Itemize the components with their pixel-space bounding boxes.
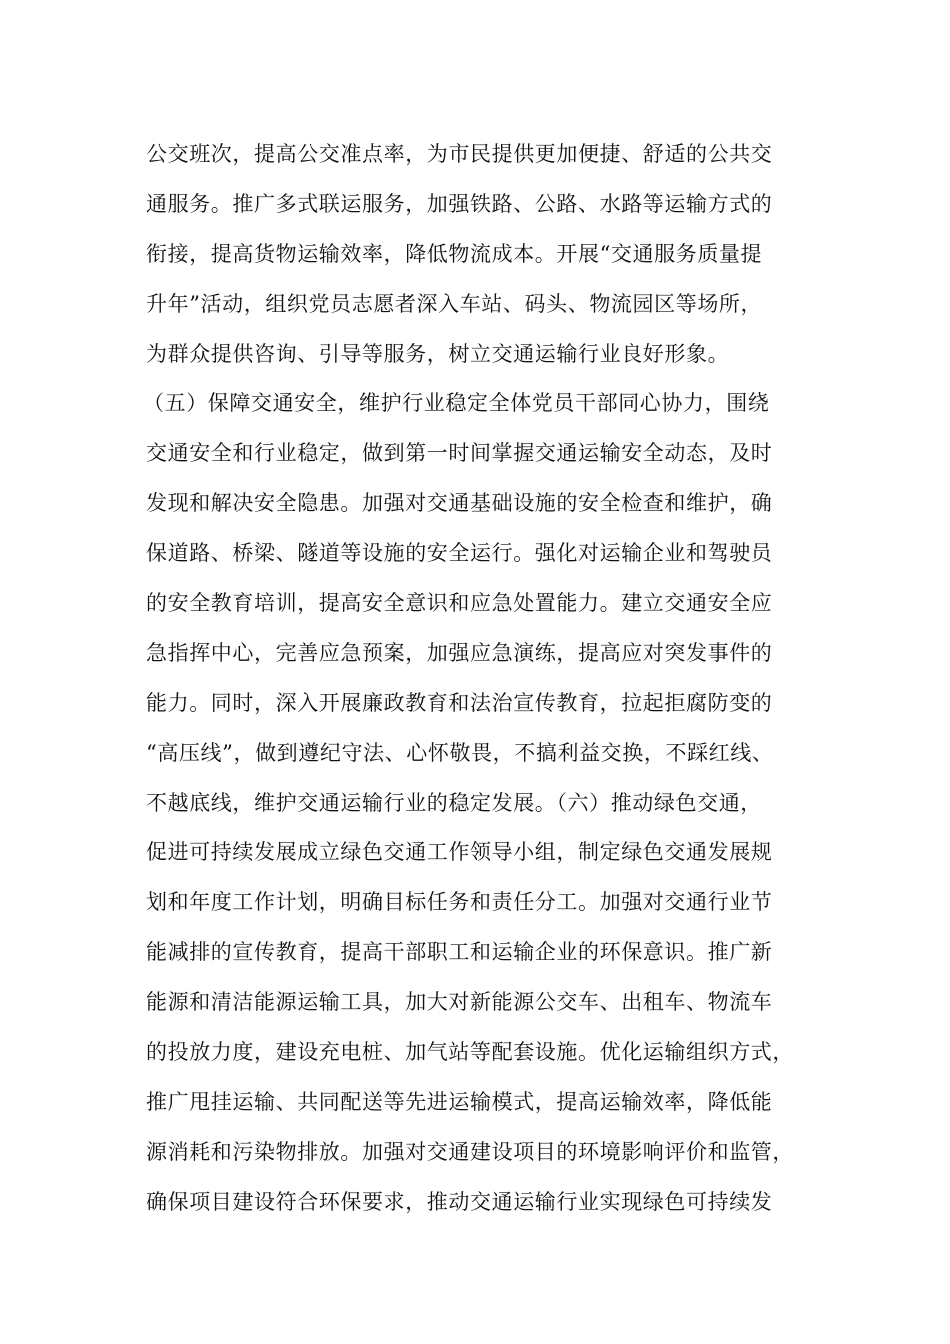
text-line: 不越底线，维护交通运输行业的稳定发展。（六）推动绿色交通， <box>146 790 762 815</box>
text-line: “高压线”，做到遵纪守法、心怀敬畏，不搞利益交换，不踩红线、 <box>146 740 774 765</box>
text-line: 的投放力度，建设充电桩、加气站等配套设施。优化运输组织方式， <box>146 1040 794 1065</box>
text-line: 交通安全和行业稳定，做到第一时间掌握交通运输安全动态，及时 <box>146 441 773 466</box>
text-line: 促进可持续发展成立绿色交通工作领导小组，制定绿色交通发展规 <box>146 840 773 865</box>
text-line: 划和年度工作计划，明确目标任务和责任分工。加强对交通行业节 <box>146 890 773 915</box>
text-line: 衔接，提高货物运输效率，降低物流成本。开展“交通服务质量提 <box>146 241 763 266</box>
text-line: 公交班次，提高公交准点率，为市民提供更加便捷、舒适的公共交 <box>146 142 773 166</box>
text-line: 保道路、桥梁、隧道等设施的安全运行。强化对运输企业和驾驶员 <box>146 541 773 566</box>
text-line: 能源和清洁能源运输工具，加大对新能源公交车、出租车、物流车 <box>146 990 773 1015</box>
text-line: 升年”活动，组织党员志愿者深入车站、码头、物流园区等场所， <box>146 291 763 316</box>
text-line: 通服务。推广多式联运服务，加强铁路、公路、水路等运输方式的 <box>146 191 773 216</box>
text-line: 为群众提供咨询、引导等服务，树立交通运输行业良好形象。 <box>146 341 730 366</box>
text-line: 能减排的宣传教育，提高干部职工和运输企业的环保意识。推广新 <box>146 940 773 965</box>
section-heading-line: （五）保障交通安全，维护行业稳定全体党员干部同心协力，围绕 <box>143 391 770 416</box>
text-line: 发现和解决安全隐患。加强对交通基础设施的安全检查和维护，确 <box>146 491 773 516</box>
text-line: 确保项目建设符合环保要求，推动交通运输行业实现绿色可持续发 <box>146 1189 773 1214</box>
body-text <box>143 136 846 1234</box>
text-line: 源消耗和污染物排放。加强对交通建设项目的环境影响评价和监管， <box>146 1139 794 1164</box>
text-line: 的安全教育培训，提高安全意识和应急处置能力。建立交通安全应 <box>146 591 773 616</box>
text-line: 急指挥中心，完善应急预案，加强应急演练，提高应对突发事件的 <box>146 640 773 665</box>
text-line: 推广甩挂运输、共同配送等先进运输模式，提高运输效率，降低能 <box>146 1089 773 1114</box>
text-line: 能力。同时，深入开展廉政教育和法治宣传教育，拉起拒腐防变的 <box>146 690 773 715</box>
